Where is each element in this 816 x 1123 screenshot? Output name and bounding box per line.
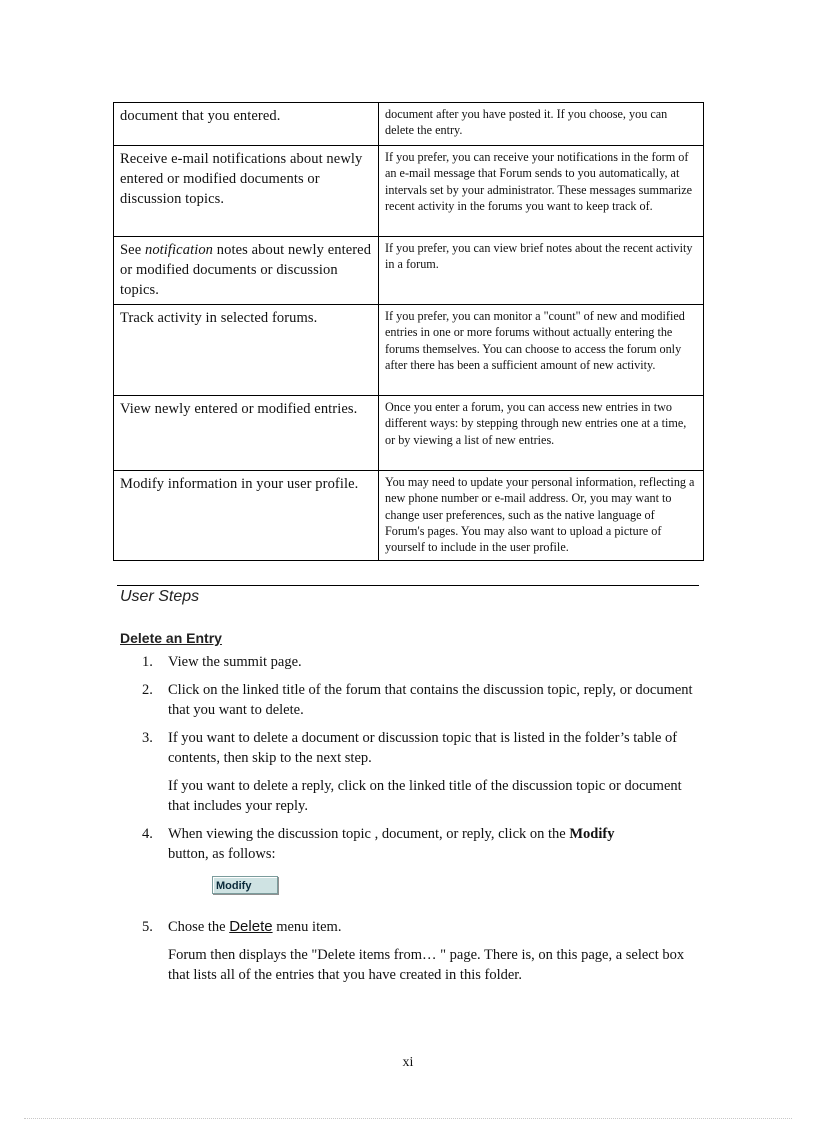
step-text-part: Chose the xyxy=(168,919,230,935)
step-number: 2. xyxy=(142,682,153,698)
delete-menu-item-term: Delete xyxy=(229,918,273,935)
table-row xyxy=(114,146,704,237)
list-item xyxy=(118,824,693,895)
task-cell: Receive e-mail notifications about newly entered or modified documents or discussion topics. xyxy=(114,146,379,237)
description-cell: You may need to update your personal information, reflecting a new phone number or e-mail address. Or, you may want to change user preferences, such as the native language of Forum's pages. You may also want to upload a picture of yourself to include in the user profile. xyxy=(379,471,704,561)
step-text-part: button, as follows: xyxy=(168,846,276,862)
step-text-part: When viewing the discussion topic , document, or reply, click on the xyxy=(168,826,570,842)
description-cell: Once you enter a forum, you can access new entries in two different ways: by stepping through new entries one at a time, or by viewing a list of new entries. xyxy=(379,396,704,471)
step-text: Click on the linked title of the forum that contains the discussion topic, reply, or document that you want to delete. xyxy=(168,682,693,718)
table-row xyxy=(114,237,704,305)
step-extra-text: Forum then displays the "Delete items from… " page. There is, on this page, a select box that lists all of the entries that you have created in this folder. xyxy=(168,947,685,983)
table-row xyxy=(114,396,704,471)
steps-list xyxy=(118,652,693,993)
step-number: 5. xyxy=(142,919,153,935)
step-text xyxy=(168,824,693,864)
task-cell xyxy=(114,237,379,305)
page-bottom-border xyxy=(24,1118,792,1119)
step-number: 3. xyxy=(142,730,153,746)
step-text-part: menu item. xyxy=(272,919,342,935)
step-number: 4. xyxy=(142,826,153,842)
task-cell: Modify information in your user profile. xyxy=(114,471,379,561)
list-item xyxy=(118,652,693,672)
description-cell: document after you have posted it. If you choose, you can delete the entry. xyxy=(379,103,704,146)
modify-term: Modify xyxy=(569,826,615,842)
step-text: View the summit page. xyxy=(168,654,302,670)
table-row xyxy=(114,103,704,146)
table-row xyxy=(114,471,704,561)
task-text: See xyxy=(120,242,145,258)
step-number: 1. xyxy=(142,654,153,670)
table-row xyxy=(114,305,704,396)
modify-button[interactable]: Modify xyxy=(212,876,278,894)
list-item xyxy=(118,728,693,816)
list-item xyxy=(118,680,693,720)
task-cell: View newly entered or modified entries. xyxy=(114,396,379,471)
task-italic-term: notification xyxy=(144,242,214,258)
task-cell: document that you entered. xyxy=(114,103,379,146)
description-cell: If you prefer, you can monitor a "count" of new and modified entries in one or more forums without actually entering the forums themselves. You can choose to access the forum only after there has been a sufficient amount of new activity. xyxy=(379,305,704,396)
subsection-title: Delete an Entry xyxy=(120,630,222,646)
description-cell: If you prefer, you can receive your notifications in the form of an e-mail message that Forum sends to you automatically, at intervals set by your administrator. These messages summarize recent activity in the forums you want to keep track of. xyxy=(379,146,704,237)
step-extra-text: If you want to delete a reply, click on the linked title of the discussion topic or document that includes your reply. xyxy=(168,778,682,814)
section-title: User Steps xyxy=(120,588,200,605)
task-cell: Track activity in selected forums. xyxy=(114,305,379,396)
page-number: xi xyxy=(402,1055,414,1070)
list-item xyxy=(118,917,693,985)
section-divider xyxy=(117,585,699,586)
task-text: notes about newly entered or modified documents or discussion topics. xyxy=(120,242,372,298)
step-text xyxy=(168,917,693,937)
features-table xyxy=(113,102,704,561)
description-cell: If you prefer, you can view brief notes about the recent activity in a forum. xyxy=(379,237,704,305)
step-text: If you want to delete a document or discussion topic that is listed in the folder’s table of contents, then skip to the next step. xyxy=(168,730,678,766)
